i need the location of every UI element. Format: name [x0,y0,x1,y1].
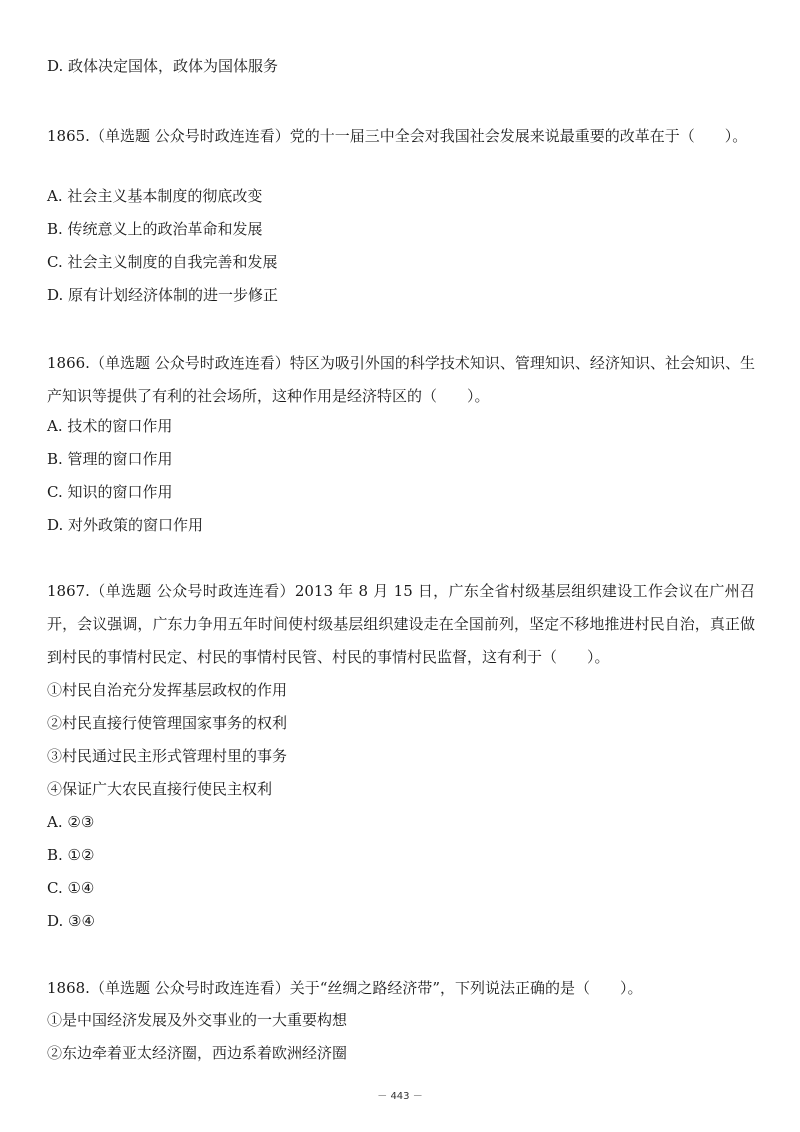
question-1865-option-d: D. 原有计划经济体制的进一步修正 [47,286,279,304]
question-1868-statement-2: ②东边牵着亚太经济圈，西边系着欧洲经济圈 [47,1044,348,1062]
question-1865-option-c: C. 社会主义制度的自我完善和发展 [47,253,278,271]
question-1867-option-a: A. ②③ [47,813,95,831]
prev-question-option-d: D. 政体决定国体，政体为国体服务 [47,57,279,75]
question-1866-option-c: C. 知识的窗口作用 [47,483,173,501]
question-1867-statement-3: ③村民通过民主形式管理村里的事务 [47,747,288,765]
question-1866-option-d: D. 对外政策的窗口作用 [47,516,204,534]
question-1867-option-c: C. ①④ [47,879,95,897]
question-1865-option-a: A. 社会主义基本制度的彻底改变 [47,187,263,205]
question-1867-statement-2: ②村民直接行使管理国家事务的权利 [47,714,288,732]
question-1867-statement-4: ④保证广大农民直接行使民主权利 [47,780,273,798]
question-1865-stem: 1865.（单选题 公众号时政连连看）党的十一届三中全会对我国社会发展来说最重要的改革在于（ ）。 [47,127,748,145]
question-1866-stem: 1866.（单选题 公众号时政连连看）特区为吸引外国的科学技术知识、管理知识、经济知识、社会知识、生产知识等提供了有利的社会场所，这种作用是经济特区的（ ）。 [47,354,755,405]
question-1866-option-a: A. 技术的窗口作用 [47,417,173,435]
question-1867-option-b: B. ①② [47,846,95,864]
question-1865-option-b: B. 传统意义上的政治革命和发展 [47,220,263,238]
question-1867-statement-1: ①村民自治充分发挥基层政权的作用 [47,681,288,699]
question-1867-option-d: D. ③④ [47,912,95,930]
question-1868-stem: 1868.（单选题 公众号时政连连看）关于“丝绸之路经济带”，下列说法正确的是（ ）。 [47,979,643,997]
question-1868-statement-1: ①是中国经济发展及外交事业的一大重要构想 [47,1011,348,1029]
page-number: － 443 － [377,1091,423,1102]
question-1867-stem: 1867.（单选题 公众号时政连连看）2013 年 8 月 15 日，广东全省村级基层组织建设工作会议在广州召开，会议强调，广东力争用五年时间使村级基层组织建设走在全国前列，坚定不移地推进村民自治，真正做到村民的事情村民定、村民的事情村民管、村民的事情村民监督，这有利于（ ）。 [47,582,755,666]
question-1866-option-b: B. 管理的窗口作用 [47,450,173,468]
